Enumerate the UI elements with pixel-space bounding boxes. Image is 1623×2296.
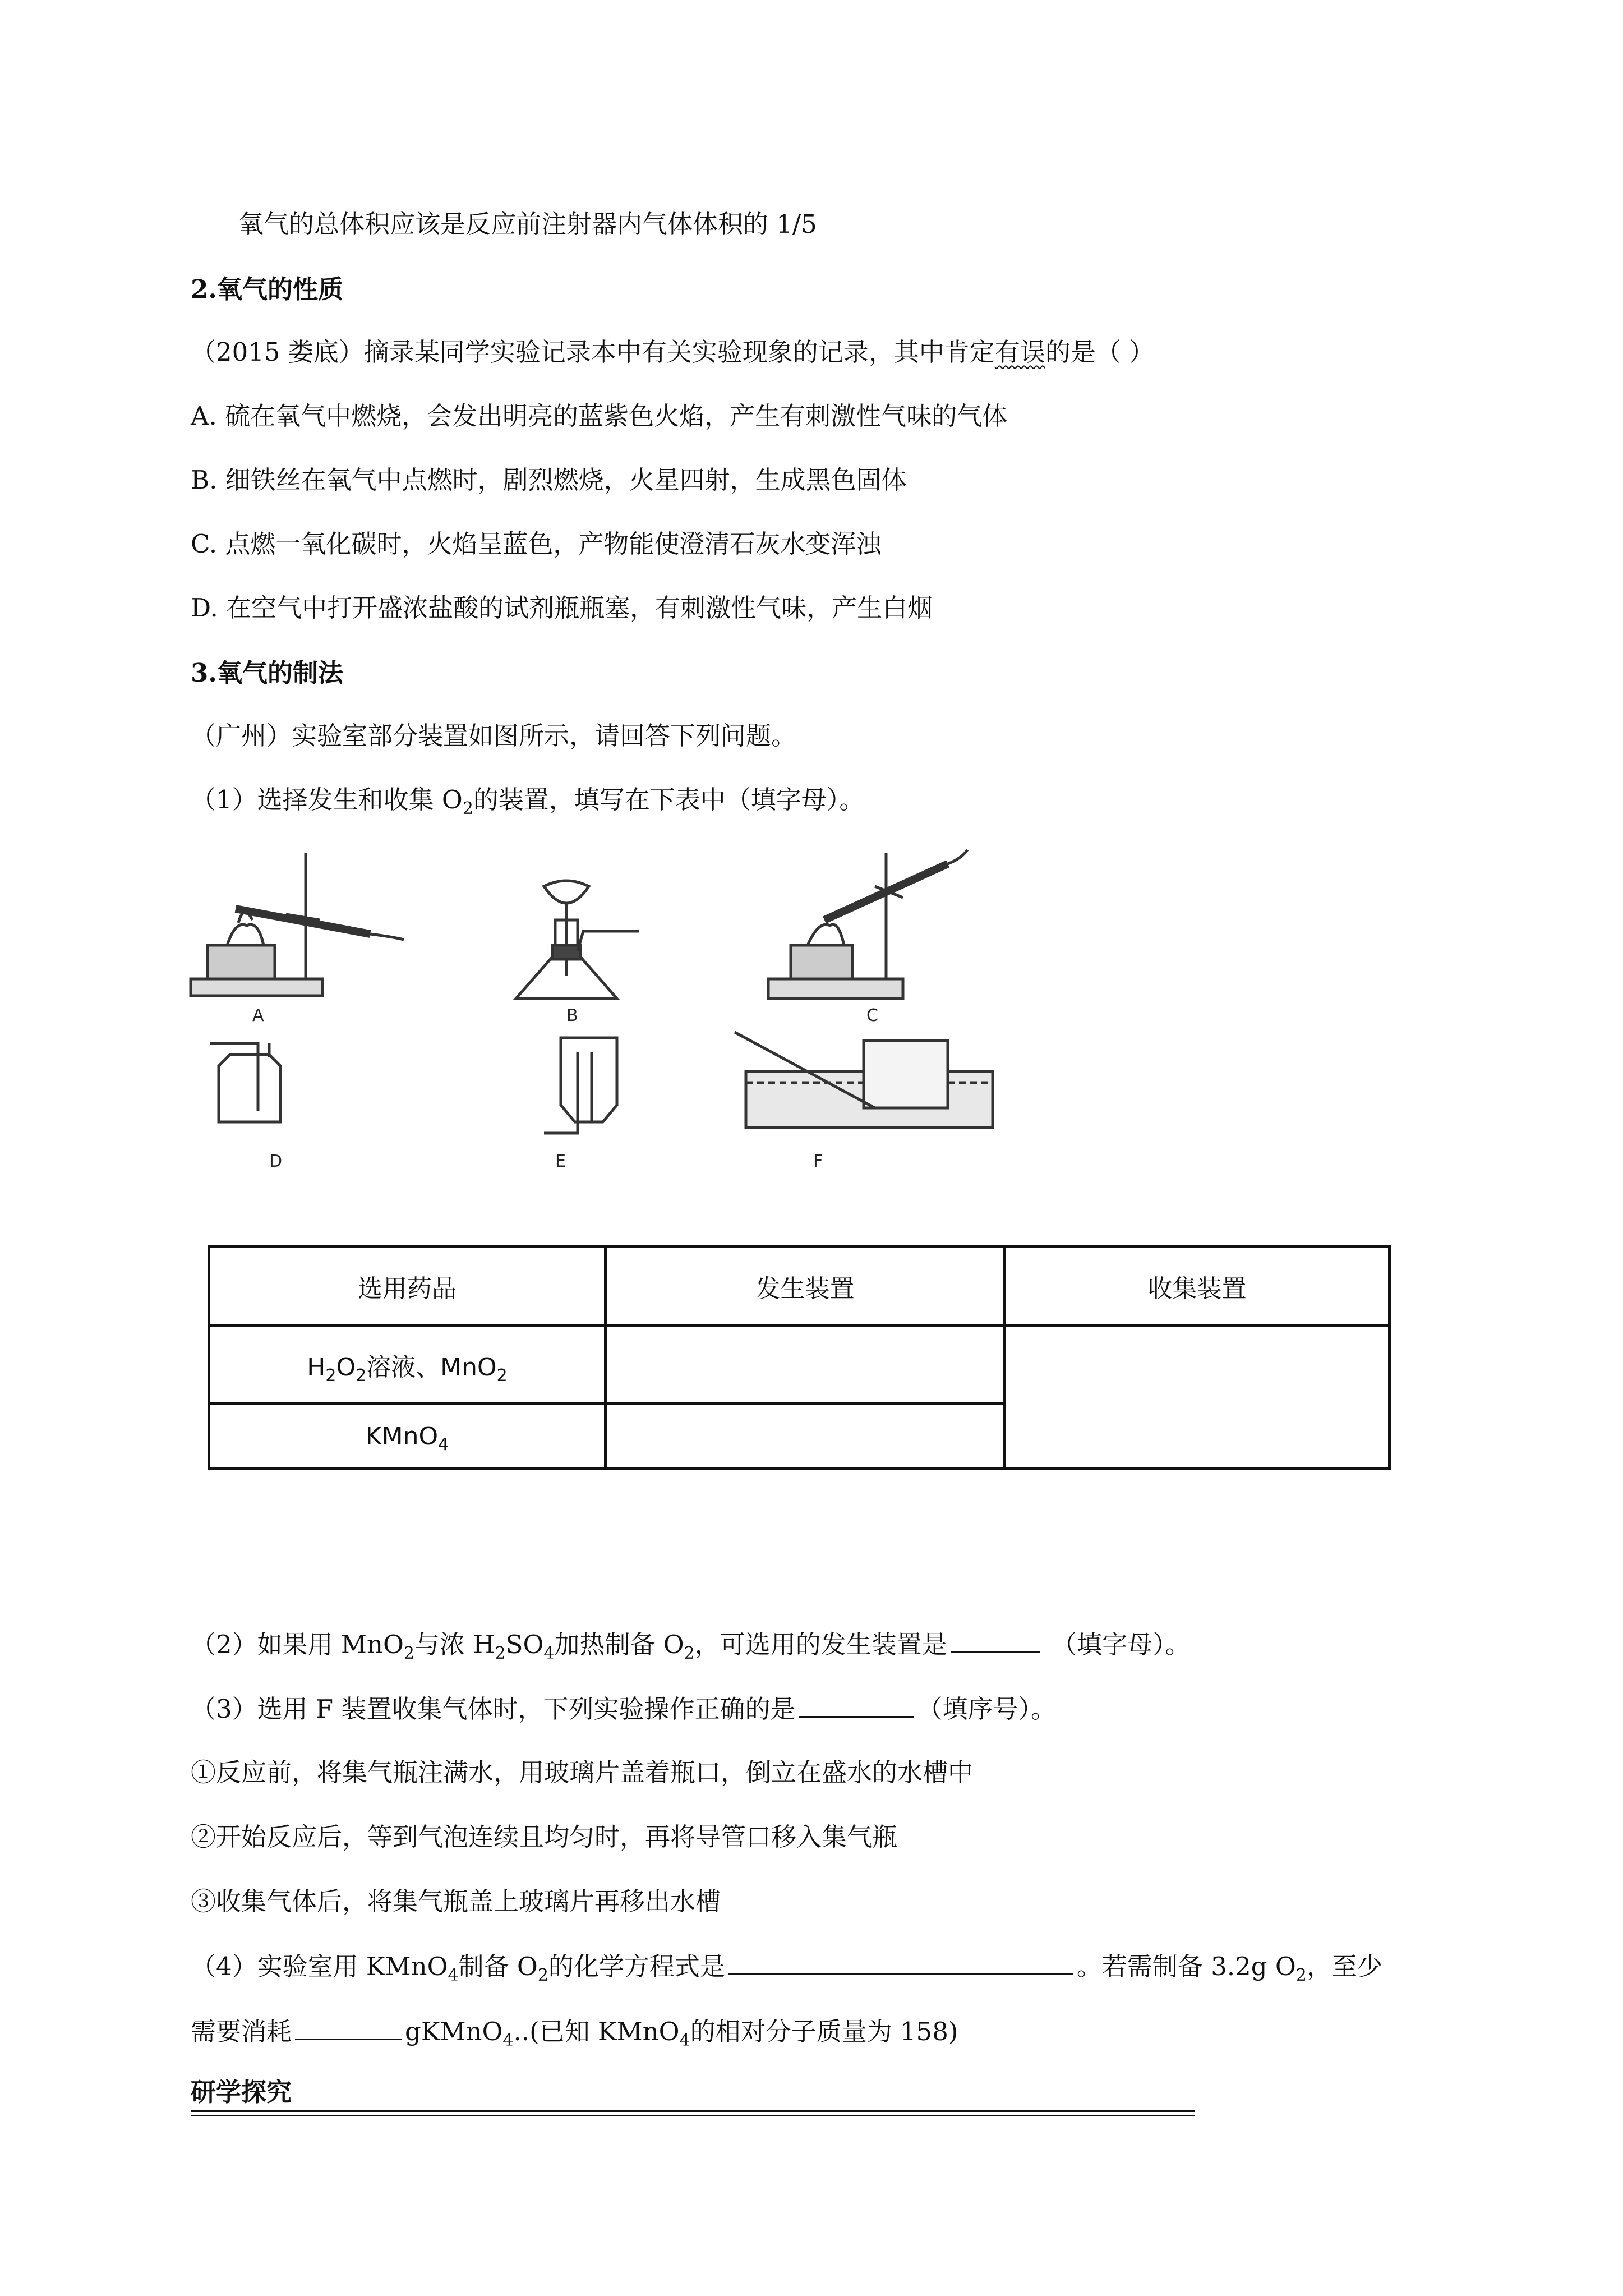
apparatus-e-illustration xyxy=(544,1038,617,1133)
q3-2-text: 加热制备 O xyxy=(554,1630,684,1659)
answer-blank-operation[interactable] xyxy=(799,1691,914,1718)
q3-4-text: （4）实验室用 KMnO xyxy=(191,1952,448,1981)
subscript: 2 xyxy=(537,1966,548,1985)
answer-cell-generator-2[interactable] xyxy=(606,1404,1005,1469)
question-3-part-4-continued xyxy=(191,2014,958,2049)
underline-rule xyxy=(191,2110,1195,2112)
header-generator: 发生装置 xyxy=(606,1247,1005,1326)
q3-2-text: SO xyxy=(505,1630,544,1659)
operation-2: ②开始反应后，等到气泡连续且均匀时，再将导管口移入集气瓶 xyxy=(191,1822,898,1852)
q3-2-text: ，可选用的发生装置是 xyxy=(694,1630,947,1659)
answer-cell-collector[interactable] xyxy=(1005,1326,1390,1469)
figure-label-c: C xyxy=(866,1006,878,1025)
q3-4-text: ，至少 xyxy=(1306,1952,1382,1981)
underline-rule xyxy=(191,2115,1195,2116)
q3-3-text: （填序号）。 xyxy=(917,1694,1056,1724)
table-header-row xyxy=(209,1247,1390,1326)
question-3-part-4 xyxy=(191,1949,1382,1984)
cell-text: KMnO xyxy=(365,1421,439,1451)
apparatus-b-illustration xyxy=(516,881,639,999)
answer-table xyxy=(208,1245,1391,1470)
subscript: 2 xyxy=(356,1365,367,1386)
cell-text: H xyxy=(307,1352,326,1382)
question-2-stem xyxy=(191,335,1154,369)
apparatus-a-illustration xyxy=(191,853,404,996)
option-a: A. 硫在氧气中燃烧，会发出明亮的蓝紫色火焰，产生有刺激性气味的气体 xyxy=(191,401,1008,431)
question-3-part-3 xyxy=(191,1691,1056,1726)
q3-2-text: （2）如果用 MnO xyxy=(191,1630,404,1659)
answer-blank-generator[interactable] xyxy=(951,1627,1040,1653)
cell-text: O xyxy=(336,1352,356,1382)
section-heading-oxygen-preparation: 3.氧气的制法 xyxy=(191,658,343,688)
option-c: C. 点燃一氧化碳时，火焰呈蓝色，产物能使澄清石灰水变浑浊 xyxy=(191,529,882,559)
q3-4-text: gKMnO xyxy=(405,2017,503,2046)
section-heading-research: 研学探究 xyxy=(191,2077,292,2107)
reagent-h2o2-mno2 xyxy=(209,1326,606,1404)
subscript: 4 xyxy=(438,1434,449,1455)
subscript: 2 xyxy=(462,799,473,818)
operation-3: ③收集气体后，将集气瓶盖上玻璃片再移出水槽 xyxy=(191,1887,721,1916)
apparatus-d-illustration xyxy=(210,1043,280,1122)
header-collector: 收集装置 xyxy=(1005,1247,1390,1326)
q3-2-text: 与浓 H xyxy=(414,1630,495,1659)
reagent-kmno4 xyxy=(209,1404,606,1469)
q3-4-text: 制备 O xyxy=(458,1952,538,1981)
apparatus-figure xyxy=(185,841,1026,1234)
cell-text: 溶液、MnO xyxy=(366,1352,497,1382)
operation-1: ①反应前，将集气瓶注满水，用玻璃片盖着瓶口，倒立在盛水的水槽中 xyxy=(191,1757,974,1787)
subscript: 4 xyxy=(679,2031,690,2050)
q3-4-text: ..(已知 KMnO xyxy=(513,2017,680,2046)
q3-4-text: 的相对分子质量为 158) xyxy=(690,2017,958,2046)
figure-label-a: A xyxy=(252,1006,264,1025)
question-3-part-1 xyxy=(191,783,864,817)
apparatus-f-illustration xyxy=(735,1032,993,1128)
question-2-stem-part-b: 的是（ ） xyxy=(1045,337,1155,367)
subscript: 2 xyxy=(684,1644,695,1663)
subscript: 4 xyxy=(448,1966,459,1985)
text-line-1: 氧气的总体积应该是反应前注射器内气体体积的 1/5 xyxy=(238,209,817,239)
subscript: 2 xyxy=(496,1365,508,1386)
option-b: B. 细铁丝在氧气中点燃时，剧烈燃烧，火星四射，生成黑色固体 xyxy=(191,465,907,495)
question-3-part-2 xyxy=(191,1627,1191,1662)
answer-blank-mass[interactable] xyxy=(295,2014,402,2040)
figure-label-e: E xyxy=(555,1152,566,1171)
subscript: 2 xyxy=(1295,1966,1307,1985)
q3-1-text-b: 的装置，填写在下表中（填字母）。 xyxy=(473,785,865,815)
subscript: 2 xyxy=(495,1644,506,1663)
subscript: 2 xyxy=(325,1365,336,1386)
answer-cell-generator-1[interactable] xyxy=(606,1326,1005,1404)
apparatus-c-illustration xyxy=(768,850,967,999)
table-row xyxy=(209,1326,1390,1404)
question-3-intro: （广州）实验室部分装置如图所示，请回答下列问题。 xyxy=(191,721,797,751)
question-2-emphasis: 有误 xyxy=(994,337,1045,367)
q3-3-text: （3）选用 F 装置收集气体时，下列实验操作正确的是 xyxy=(191,1694,796,1724)
figure-label-d: D xyxy=(269,1152,283,1171)
q3-4-text: 。若需制备 3.2g O xyxy=(1076,1952,1296,1981)
answer-blank-equation[interactable] xyxy=(728,1949,1073,1975)
section-heading-oxygen-properties: 2.氧气的性质 xyxy=(191,274,343,304)
q3-4-text: 需要消耗 xyxy=(191,2017,292,2046)
option-d: D. 在空气中打开盛浓盐酸的试剂瓶瓶塞，有刺激性气味，产生白烟 xyxy=(191,593,933,623)
q3-2-text: （填字母）。 xyxy=(1043,1630,1191,1659)
subscript: 2 xyxy=(403,1644,414,1663)
header-reagent: 选用药品 xyxy=(209,1247,606,1326)
figure-label-b: B xyxy=(566,1006,578,1025)
subscript: 4 xyxy=(543,1644,555,1663)
q3-1-text-a: （1）选择发生和收集 O xyxy=(191,785,463,815)
figure-label-f: F xyxy=(813,1152,823,1171)
subscript: 4 xyxy=(502,2031,514,2050)
q3-4-text: 的化学方程式是 xyxy=(548,1952,725,1981)
question-2-stem-part-a: （2015 娄底）摘录某同学实验记录本中有关实验现象的记录，其中肯定 xyxy=(191,337,995,367)
